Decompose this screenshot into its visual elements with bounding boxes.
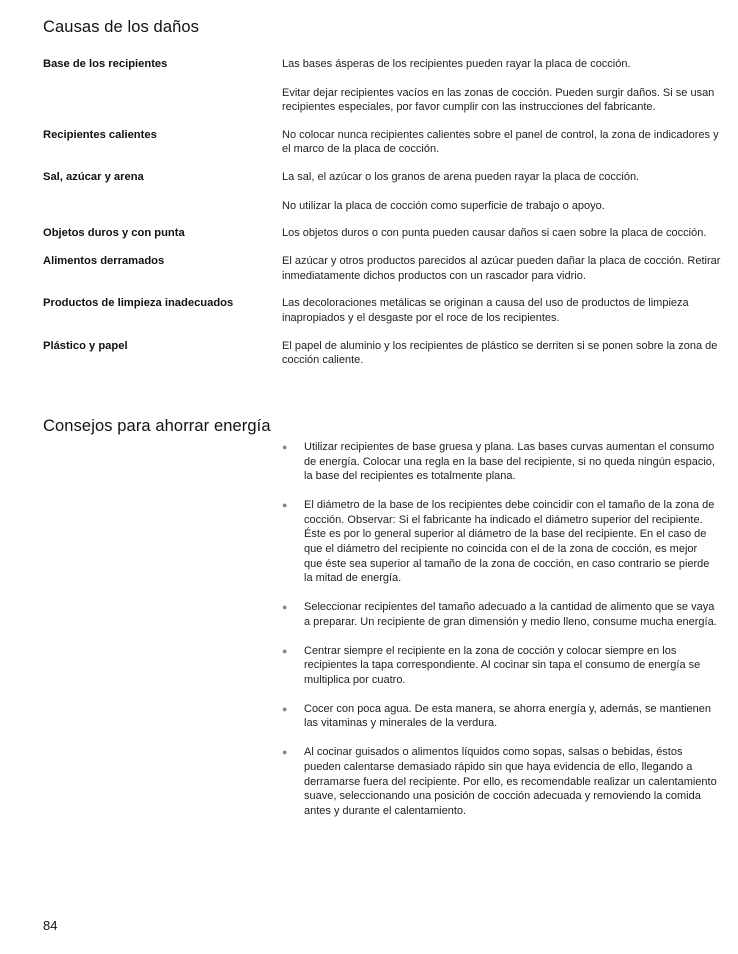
bullet-icon: ●	[282, 645, 288, 656]
energy-section-title: Consejos para ahorrar energía	[43, 417, 271, 435]
list-item	[282, 644, 718, 688]
damage-row	[0, 254, 738, 283]
damage-description	[282, 254, 722, 283]
damage-description	[282, 296, 722, 325]
bullet-icon: ●	[282, 442, 288, 452]
damage-row	[0, 296, 738, 325]
damage-paragraph: Las bases ásperas de los recipientes pueden rayar la placa de cocción.	[282, 58, 631, 70]
damage-paragraph: El azúcar y otros productos parecidos al azúcar pueden dañar la placa de cocción. Retirar inmediatamente dichos productos con un rascador para vidrio.	[282, 255, 721, 282]
bullet-icon: ●	[282, 703, 288, 714]
damage-row	[0, 339, 738, 368]
tip-text: Centrar siempre el recipiente en la zona de cocción y colocar siempre en los recipientes la tapa correspondiente. Al cocinar sin tapa el consumo de energía se multiplica por cuatro.	[304, 644, 701, 686]
list-item	[282, 702, 718, 731]
damage-label: Objetos duros y con punta	[43, 227, 185, 240]
damage-label: Alimentos derramados	[43, 255, 165, 268]
list-item	[282, 600, 718, 629]
damage-description	[282, 170, 722, 213]
damage-label: Plástico y papel	[43, 339, 128, 352]
damage-label: Recipientes calientes	[43, 128, 157, 141]
damage-paragraph: El papel de aluminio y los recipientes de plástico se derriten si se ponen sobre la zona de cocción caliente.	[282, 339, 718, 367]
list-item	[282, 745, 718, 818]
bullet-icon: ●	[282, 602, 288, 613]
damage-description	[282, 226, 722, 241]
damage-label: Base de los recipientes	[43, 58, 168, 70]
damage-paragraph: Evitar dejar recipientes vacíos en las zonas de cocción. Pueden surgir daños. Si se usan recipientes especiales, por favor cumplir con las instrucciones del fabricante.	[282, 86, 715, 114]
list-item	[282, 440, 718, 484]
damage-description	[282, 339, 722, 368]
tip-text: Al cocinar guisados o alimentos líquidos como sopas, salsas o bebidas, éstos pueden calentarse demasiado rápido sin que haya evidencia de ello, llegando a derramarse fuera del recipiente. Por ello, es recomendable realizar un calentamiento suave, seleccionando una posición de cocción adecuada y removiendo la comida antes y durante el calentamiento.	[304, 746, 717, 817]
damage-row	[0, 128, 738, 157]
damage-row	[0, 226, 738, 241]
damage-label: Sal, azúcar y arena	[43, 170, 144, 183]
damage-causes-list	[0, 57, 738, 381]
damage-paragraph: Las decoloraciones metálicas se originan a causa del uso de productos de limpieza inapropiados y el desgaste por el roce de los recipientes.	[282, 297, 689, 324]
damage-description	[282, 57, 722, 115]
tip-text: Seleccionar recipientes del tamaño adecuado a la cantidad de alimento que se vaya a preparar. Un recipiente de gran dimensión y medio lleno, consume mucha energía.	[304, 601, 717, 628]
tip-text: El diámetro de la base de los recipientes debe coincidir con el tamaño de la zona de cocción. Observar: Si el fabricante ha indicado el diámetro superior del recipiente. Éste es por lo general superior al diámetro de la base del recipiente. En el caso de que el diámetro del recipiente no coincida con el de la zona de cocción, es mejor que éste sea superior al tamaño de la zona de cocción, en caso contrario se pierde la mitad de energía.	[304, 499, 715, 585]
damage-description	[282, 128, 722, 157]
damage-row	[0, 170, 738, 213]
tip-text: Utilizar recipientes de base gruesa y plana. Las bases curvas aumentan el consumo de energía. Colocar una regla en la base del recipiente, si no queda ningún espacio, la base del recipientes es totalmente plana.	[304, 441, 715, 483]
damage-paragraph: No colocar nunca recipientes calientes sobre el panel de control, la zona de indicadores y el marco de la placa de cocción.	[282, 128, 719, 156]
bullet-icon: ●	[282, 500, 288, 511]
damage-paragraph: Los objetos duros o con punta pueden causar daños si caen sobre la placa de cocción.	[282, 227, 707, 240]
energy-tips-list	[282, 440, 718, 833]
list-item	[282, 498, 718, 586]
tip-text: Cocer con poca agua. De esta manera, se ahorra energía y, además, se mantienen las vitaminas y minerales de la verdura.	[304, 702, 712, 730]
bullet-icon: ●	[282, 747, 288, 758]
damage-row	[0, 57, 738, 115]
damage-paragraph: La sal, el azúcar o los granos de arena pueden rayar la placa de cocción.	[282, 170, 640, 183]
page-number: 84	[43, 918, 58, 933]
damage-paragraph: No utilizar la placa de cocción como superficie de trabajo o apoyo.	[282, 199, 605, 212]
damage-section-title: Causas de los daños	[43, 18, 199, 36]
damage-label: Productos de limpieza inadecuados	[43, 297, 234, 310]
